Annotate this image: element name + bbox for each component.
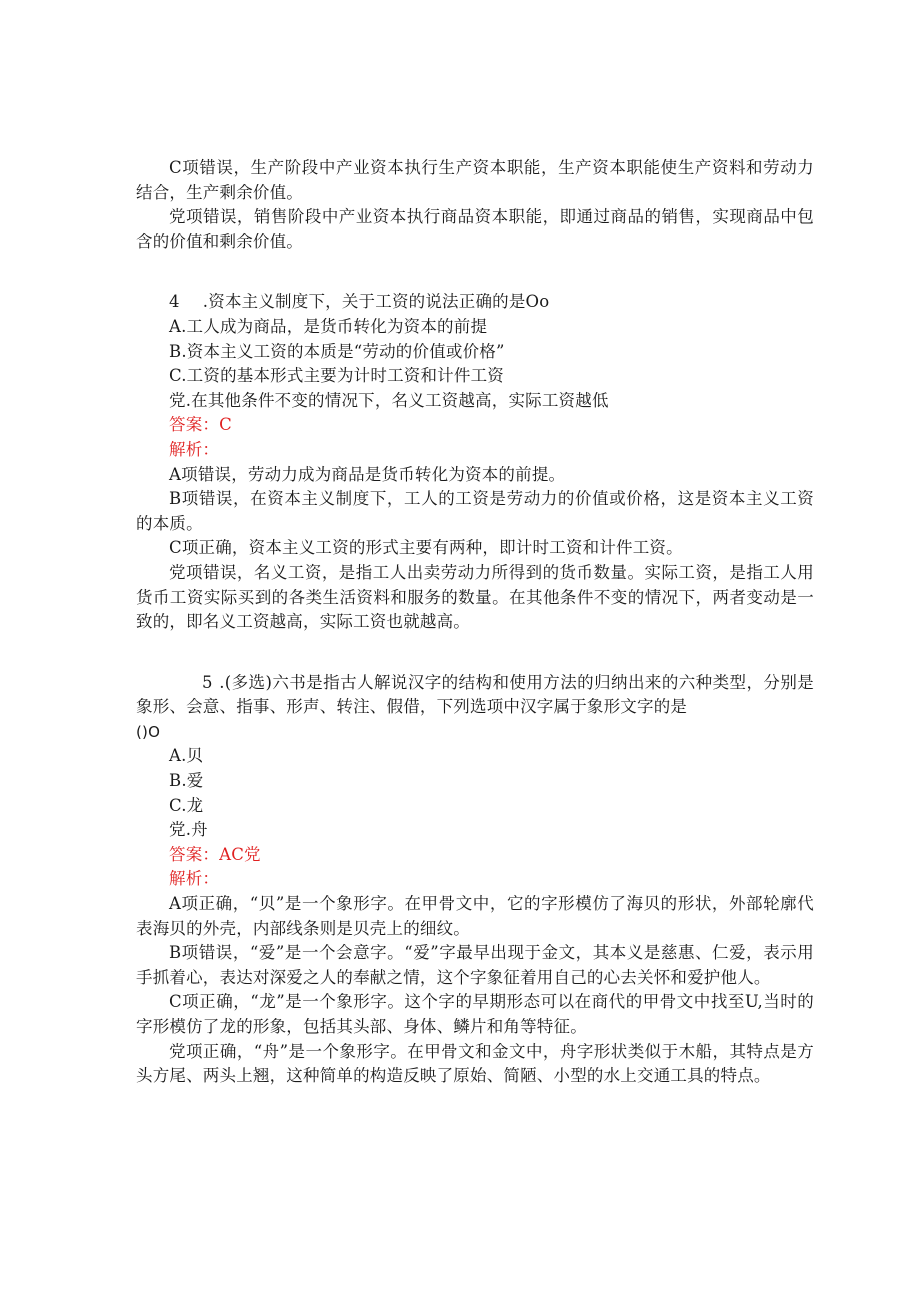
question-5-option-c: C.龙 <box>169 795 204 815</box>
question-5-analysis-d: 党项正确，“舟”是一个象形字。在甲骨文和金文中，舟字形状类似于木船，其特点是方头方尾、两头上翘，这种简单的构造反映了原始、简陋、小型的水上交通工具的特点。 <box>136 1041 814 1086</box>
document-content <box>136 156 814 1089</box>
question-5-analysis-b: B项错误，“爱”是一个会意字。“爱”字最早出现于金文，其本义是慈惠、仁爱，表示用手抓着心，表达对深爱之人的奉献之情，这个字象征着用自己的心去关怀和爱护他人。 <box>136 943 814 987</box>
question-4-text: .资本主义制度下，关于工资的说法正确的是Oo <box>202 292 550 312</box>
question-5-option-b: B.爱 <box>169 771 204 791</box>
question-4-analysis-c: C项正确，资本主义工资的形式主要有两种，即计时工资和计件工资。 <box>169 538 683 558</box>
question-4-answer: 答案：C <box>169 415 232 435</box>
question-5-analysis-label: 解析： <box>169 869 220 889</box>
question-4-analysis-a: A项错误，劳动力成为商品是货币转化为资本的前提。 <box>169 464 566 484</box>
question-4-option-b: B.资本主义工资的本质是“劳动的价值或价格” <box>169 341 505 361</box>
question-5-number: 5 <box>202 672 213 692</box>
question-4-number: 4 <box>169 292 180 312</box>
question-4-analysis-b: B项错误，在资本主义制度下，工人的工资是劳动力的价值或价格，这是资本主义工资的本质。 <box>136 489 814 533</box>
question-5-analysis-a: A项正确，“贝”是一个象形字。在甲骨文中，它的字形模仿了海贝的形状，外部轮廓代表海贝的外壳，内部线条则是贝壳上的细纹。 <box>136 894 814 938</box>
section-gap <box>136 254 814 290</box>
question-4-option-c: C.工资的基本形式主要为计时工资和计件工资 <box>169 366 504 386</box>
question-5-option-d: 党.舟 <box>169 820 208 840</box>
question-5-text: .(多选)六书是指古人解说汉字的结构和使用方法的归纳出来的六种类型，分别是象形、会意、指事、形声、转注、假借，下列选项中汉字属于象形文字的是 <box>136 672 814 717</box>
intro-paragraph-d: 党项错误，销售阶段中产业资本执行商品资本职能，即通过商品的销售，实现商品中包含的价值和剩余价值。 <box>136 207 814 251</box>
question-4-analysis-label: 解析： <box>169 439 220 459</box>
question-5-analysis-c: C项正确，“龙”是一个象形字。这个字的早期形态可以在商代的甲骨文中找至U,当时的字形模仿了龙的形象，包括其头部、身体、鳞片和角等特征。 <box>136 992 814 1036</box>
question-5-stem <box>136 671 814 720</box>
intro-paragraph-c: C项错误，生产阶段中产业资本执行生产资本职能，生产资本职能使生产资料和劳动力结合，生产剩余价值。 <box>136 158 814 202</box>
question-4-option-a: A.工人成为商品，是货币转化为资本的前提 <box>169 316 488 336</box>
question-5-answer: 答案：AC党 <box>169 844 261 864</box>
question-4-stem <box>136 290 814 315</box>
section-gap <box>136 635 814 671</box>
question-4-option-d: 党.在其他条件不变的情况下，名义工资越高，实际工资越低 <box>169 390 609 410</box>
question-5-stem-tail: ()O <box>136 722 161 741</box>
question-5-option-a: A.贝 <box>169 746 204 766</box>
question-4-analysis-d: 党项错误，名义工资，是指工人出卖劳动力所得到的货币数量。实际工资，是指工人用货币工资实际买到的各类生活资料和服务的数量。在其他条件不变的情况下，两者变动是一致的，即名义工资越高，实际工资也就越高。 <box>136 562 814 632</box>
